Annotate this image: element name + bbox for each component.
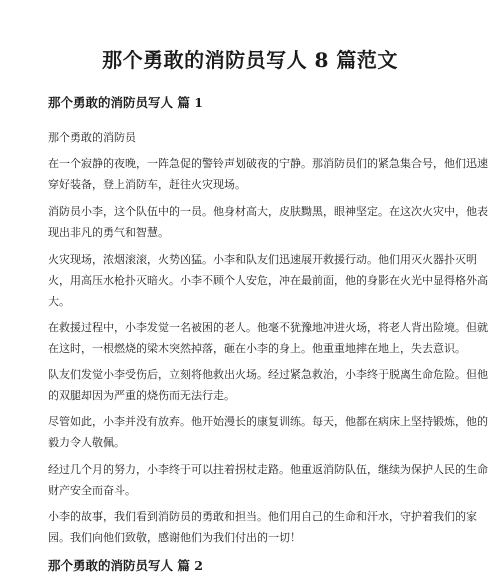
- paragraph-line: 经过几个月的努力，小李终于可以拄着拐杖走路。他重返消防队伍，继续为保护人民的生命: [48, 463, 488, 476]
- paragraph-4: [48, 249, 488, 312]
- paragraph-line: 园。我们向他们致敬，感谢他们为我们付出的一切！: [48, 531, 301, 544]
- paragraph-line: 队友们发觉小李受伤后，立刻将他救出火场。经过紧急救治，小李终于脱离生命危险。但他: [48, 368, 488, 381]
- paragraph-2: [48, 153, 488, 195]
- paragraph-line: 在这时，一根燃烧的梁木突然掉落，砸在小李的身上。他重重地摔在地上，失去意识。: [48, 342, 466, 355]
- paragraph-7: [48, 411, 488, 453]
- section-heading-1: 那个勇敢的消防员写人 篇 1: [48, 95, 203, 110]
- document-title: 那个勇敢的消防员写人 8 篇范文: [102, 48, 398, 72]
- paragraph-line: 火，用高压水枪扑灭暗火。小李不顾个人安危，冲在最前面，他的身影在火光中显得格外高: [48, 274, 488, 287]
- section-heading-2: 那个勇敢的消防员写人 篇 2: [48, 558, 203, 573]
- paragraph-line: 在一个寂静的夜晚，一阵急促的警铃声划破夜的宁静。那消防员们的紧急集合号，他们迅速: [48, 157, 488, 170]
- paragraph-line: 的双腿却因为严重的烧伤而无法行走。: [48, 389, 235, 402]
- paragraph-line: 穿好装备，登上消防车，赶往火灾现场。: [48, 178, 246, 191]
- paragraph-line: 尽管如此，小李并没有放弃。他开始漫长的康复训练。每天，他都在病床上坚持锻炼，他的: [48, 415, 488, 428]
- paragraph-1: [48, 127, 458, 148]
- paragraph-line: 消防员小李，这个队伍中的一员。他身材高大，皮肤黝黑，眼神坚定。在这次火灾中，他表: [48, 205, 488, 218]
- paragraph-3: [48, 201, 488, 243]
- paragraph-line: 现出非凡的勇气和智慧。: [48, 226, 169, 239]
- paragraph-9: [48, 506, 477, 548]
- paragraph-line: 大。: [48, 295, 70, 308]
- paragraph-6: [48, 364, 488, 406]
- paragraph-line: 小李的故事，我们看到消防员的勇敢和担当。他们用自己的生命和汗水，守护着我们的家: [48, 510, 477, 523]
- paragraph-line: 毅力令人敬佩。: [48, 436, 125, 449]
- paragraph-line: 在救援过程中，小李发觉一名被困的老人。他毫不犹豫地冲进火场，将老人背出险境。但就: [48, 321, 488, 334]
- paragraph-line: 那个勇敢的消防员: [48, 131, 136, 144]
- paragraph-5: [48, 317, 488, 359]
- paragraph-line: 火灾现场，浓烟滚滚，火势凶猛。小李和队友们迅速展开救援行动。他们用灭火器扑灭明: [48, 253, 477, 266]
- paragraph-line: 财产安全而奋斗。: [48, 484, 136, 497]
- paragraph-8: [48, 459, 488, 501]
